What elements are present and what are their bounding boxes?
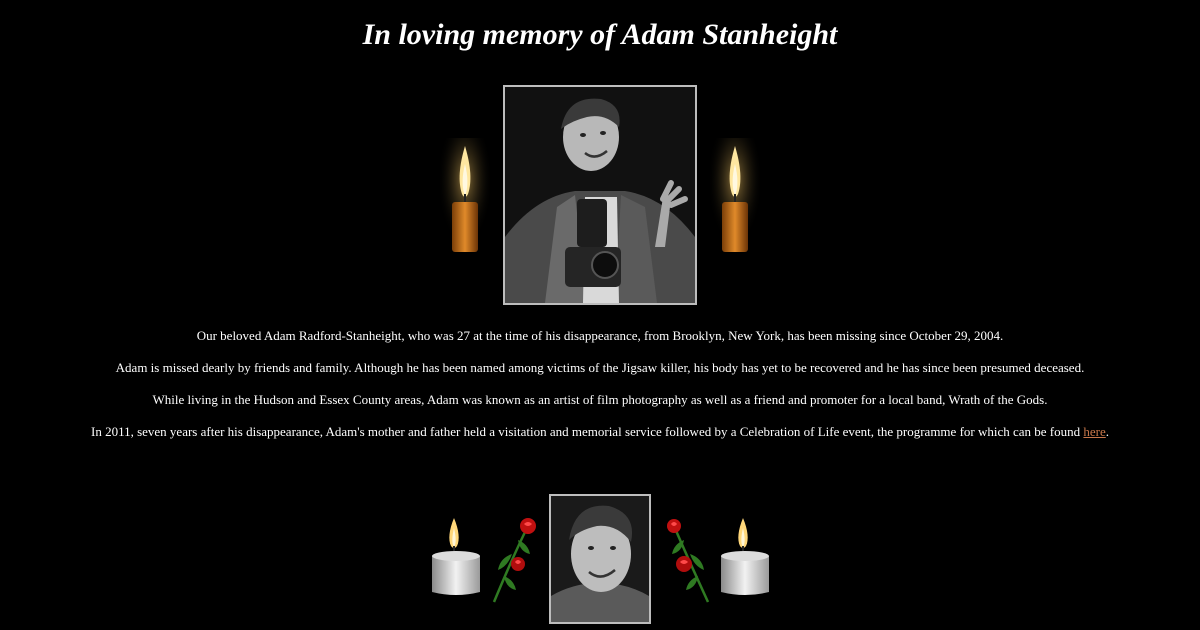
paragraph-missing: Our beloved Adam Radford-Stanheight, who was 27 at the time of his disappearance, from Brooklyn, New York, has been missing since October 29, 2004. [196, 328, 1004, 343]
paragraph-missed: Adam is missed dearly by friends and family. Although he has been named among victims of the Jigsaw killer, his body has yet to be recovered and he has since been presumed deceased. [115, 360, 1085, 375]
lit-candle-icon [710, 138, 760, 258]
red-rose-icon [484, 514, 546, 606]
programme-link[interactable]: here [1083, 424, 1106, 439]
celebration-text: In 2011, seven years after his disappearance, Adam's mother and father held a visitation and memorial service followed by a Celebration of Life event, the programme for which can be found [90, 424, 1084, 439]
portrait-photo-bottom [549, 494, 651, 624]
portrait-camera-icon [505, 87, 695, 303]
red-rose-icon [656, 514, 718, 606]
paragraph-celebration [0, 424, 1200, 440]
memorial-text [0, 328, 1200, 456]
portrait-photo-top [503, 85, 697, 305]
white-candle-icon [717, 514, 773, 598]
portrait-closeup-icon [551, 496, 649, 622]
celebration-period: . [1105, 424, 1110, 439]
white-candle-icon [428, 514, 484, 598]
page-title: In loving memory of Adam Stanheight [362, 18, 838, 51]
paragraph-artist: While living in the Hudson and Essex County areas, Adam was known as an artist of film photography as well as a friend and promoter for a local band, Wrath of the Gods. [152, 392, 1048, 407]
lit-candle-icon [440, 138, 490, 258]
